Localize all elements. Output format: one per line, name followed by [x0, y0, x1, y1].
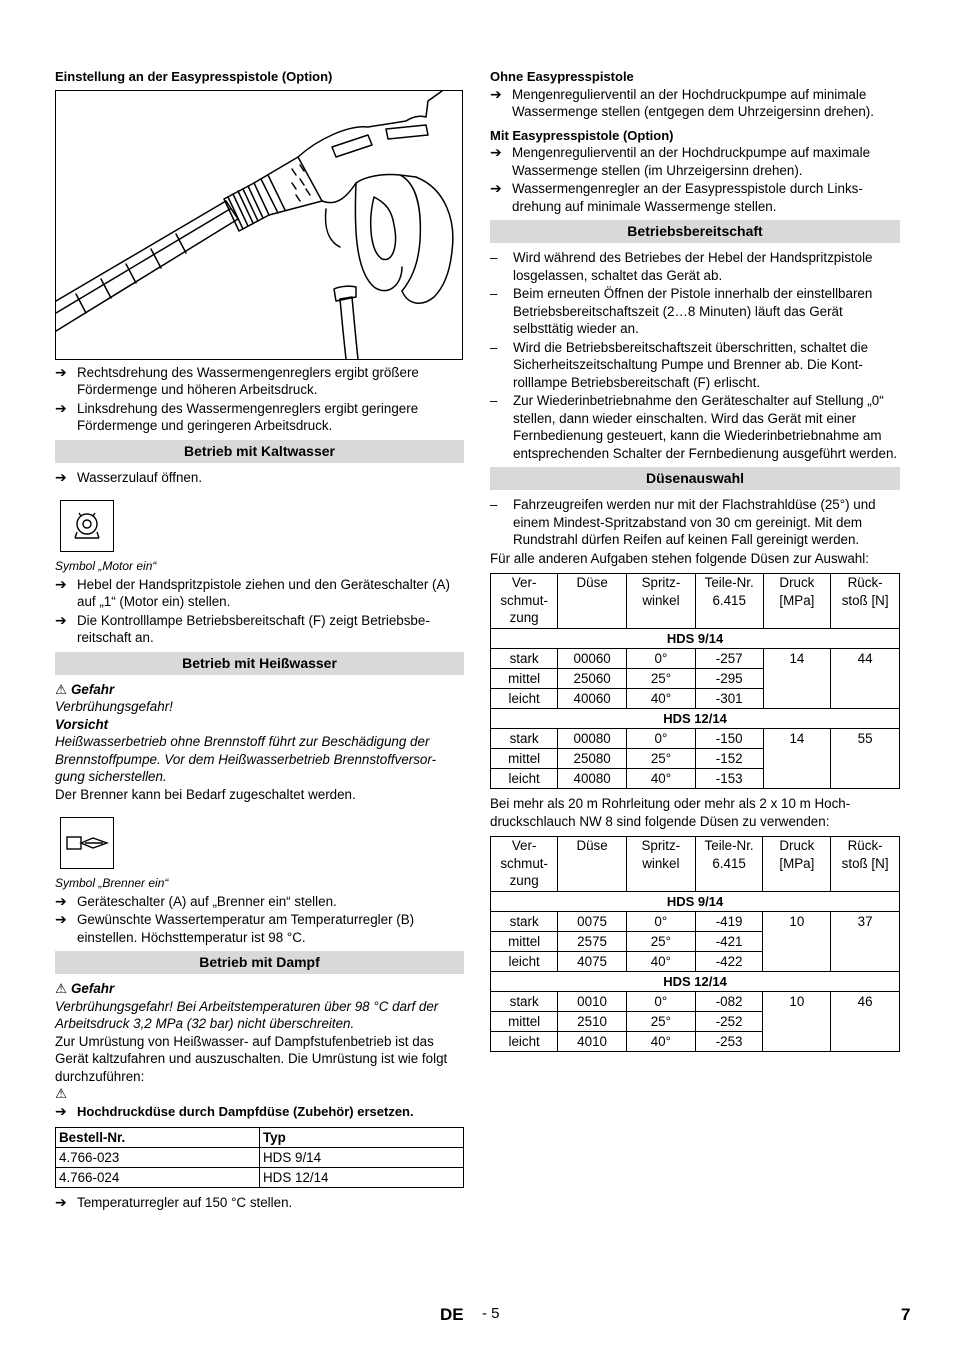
table-header: Bestell-Nr. — [56, 1127, 260, 1147]
table-cell: 25° — [627, 749, 696, 769]
table-cell: -301 — [695, 689, 763, 709]
table-header: Teile-Nr. 6.415 — [695, 837, 763, 892]
spray-gun-illustration — [56, 91, 462, 359]
arrow-icon: ➔ — [490, 144, 502, 160]
table-row — [56, 1167, 464, 1187]
table-cell: -422 — [695, 952, 763, 972]
table-cell: -421 — [695, 932, 763, 952]
footer-language: DE — [440, 1305, 464, 1324]
table-cell: 0° — [626, 992, 695, 1012]
table-cell: leicht — [491, 689, 558, 709]
with-easypress-title: Mit Easypresspistole (Option) — [490, 127, 674, 143]
table-cell: 40° — [626, 952, 695, 972]
table-cell: mittel — [491, 932, 558, 952]
arrow-icon: ➔ — [490, 180, 502, 196]
table-header-row — [491, 837, 900, 892]
table-header: Spritz- winkel — [627, 574, 696, 629]
without-easypress-title: Ohne Easypresspistole — [490, 69, 634, 84]
caution-label: Vorsicht — [55, 716, 109, 732]
burner-icon — [65, 826, 109, 860]
table-cell: mittel — [491, 669, 558, 689]
table-cell: 00080 — [558, 729, 627, 749]
warning-icon: ⚠ — [55, 981, 68, 996]
table-cell: 40° — [627, 769, 696, 789]
burner-on-symbol — [60, 817, 114, 869]
table-header: Typ — [260, 1127, 464, 1147]
page-number: 7 — [901, 1305, 911, 1324]
danger-label: ⚠ Gefahr — [55, 681, 115, 697]
table-cell: stark — [491, 649, 558, 669]
table-cell: -257 — [695, 649, 763, 669]
table-cell: leicht — [491, 952, 558, 972]
cold-item: ➔ Die Kontrolllampe Betriebsbereitschaft (F) zeigt Betriebsbe-reitschaft an. — [55, 611, 430, 645]
table-cell: 4075 — [558, 952, 627, 972]
table-cell: 4010 — [558, 1032, 627, 1052]
table-group-row — [491, 892, 900, 912]
table-cell: 40080 — [558, 769, 627, 789]
table-cell: 25080 — [558, 749, 627, 769]
table-cell: stark — [491, 912, 558, 932]
easypress-gun-figure — [55, 90, 463, 360]
table-cell: 0° — [627, 729, 696, 749]
arrow-icon: ➔ — [55, 1103, 67, 1119]
table-cell: 0075 — [558, 912, 627, 932]
table-cell: 2510 — [558, 1012, 627, 1032]
left-column — [55, 68, 464, 1212]
arrow-icon: ➔ — [55, 1193, 67, 1210]
table-cell: HDS 12/14 — [260, 1167, 464, 1187]
adjust-item: ➔ Linksdrehung des Wassermengenreglers ergibt geringere Fördermenge und geringeren Arbeitsdruck. — [55, 399, 419, 433]
arrow-icon: ➔ — [55, 399, 67, 416]
table-cell: 0° — [626, 912, 695, 932]
arrow-icon: ➔ — [55, 611, 67, 628]
cold-item: ➔ Hebel der Handspritzpistole ziehen und den Geräteschalter (A) auf „1“ (Motor ein) stellen. — [55, 575, 450, 609]
steam-nozzle-item: ➔ Hochdruckdüse durch Dampfdüse (Zubehör) ersetzen. — [55, 1103, 414, 1119]
table-header: Druck [MPa] — [763, 837, 831, 892]
table-header: Ver- schmut- zung — [491, 574, 558, 629]
nozzle-dash-item: – Fahrzeugreifen werden nur mit der Flachstrahldüse (25°) und einem Mindest-Spritzabstand von 30 cm gereinigt. Mit dem Rundstrahl dürfen Reifen auf keinen Fall gereinigt werden. — [490, 497, 876, 547]
table-row — [491, 912, 900, 932]
model-label: HDS 12/14 — [491, 709, 900, 729]
table-cell: leicht — [491, 769, 558, 789]
steam-note: Zur Umrüstung von Heißwasser- auf Dampfstufenbetrieb ist das Gerät kaltzufahren und auszuschalten. Die Umrüstung ist wie folgt durchzuführen: — [55, 1033, 448, 1084]
table-cell: -150 — [695, 729, 763, 749]
section-cold-water: Betrieb mit Kaltwasser — [55, 440, 464, 463]
section-steam: Betrieb mit Dampf — [55, 951, 464, 974]
table-row — [491, 992, 900, 1012]
table-group-row — [491, 972, 900, 992]
ready-item: – Wird die Betriebsbereitschaftszeit überschritten, schaltet die Sicherheitszeitschaltung Pumpe und Brenner ab. Die Kont-rolllampe Betriebsbereitschaft (F) erlischt. — [490, 339, 869, 390]
hot-item: ➔ Gewünschte Wassertemperatur am Temperaturregler (B) einstellen. Höchsttemperatur ist 98 °C. — [55, 911, 415, 945]
pressure-cell: 14 — [763, 649, 831, 709]
table-cell: stark — [491, 992, 558, 1012]
table-header-row — [491, 574, 900, 629]
table-header: Spritz- winkel — [626, 837, 695, 892]
table-cell: 0° — [627, 649, 696, 669]
table-header-row — [56, 1127, 464, 1147]
with-item: ➔ Mengenregulierventil an der Hochdruckpumpe auf maximale Wassermenge stellen (im Uhrzeigersinn drehen). — [490, 144, 871, 178]
hot-item: ➔ Geräteschalter (A) auf „Brenner ein“ stellen. — [55, 892, 337, 909]
steam-danger-text: Verbrühungsgefahr! Bei Arbeitstemperaturen über 98 °C darf der Arbeitsdruck 3,2 MPa (32 bar) nicht überschreiten. — [55, 998, 439, 1031]
steam-nozzle-table — [55, 1127, 464, 1188]
table-cell: 40° — [627, 689, 696, 709]
adjust-item: ➔ Rechtsdrehung des Wassermengenreglers ergibt größere Fördermenge und höheren Arbeitsdruck. — [55, 363, 419, 397]
with-item: ➔ Wassermengenregler an der Easypresspistole durch Links-drehung auf minimale Wassermenge stellen. — [490, 180, 863, 214]
nozzle-table-standard — [490, 573, 900, 789]
table-row — [491, 649, 900, 669]
arrow-icon: ➔ — [55, 892, 67, 909]
table-cell: mittel — [491, 1012, 558, 1032]
table-cell: leicht — [491, 1032, 558, 1052]
recoil-cell: 44 — [831, 649, 900, 709]
arrow-icon: ➔ — [55, 363, 67, 380]
burner-on-caption: Symbol „Brenner ein“ — [55, 876, 169, 890]
motor-on-caption: Symbol „Motor ein“ — [55, 559, 157, 573]
table-cell: -253 — [695, 1032, 763, 1052]
ready-item: – Zur Wiederinbetriebnahme den Geräteschalter auf Stellung „0“ stellen, dann wieder einschalten. Wird das Gerät mit einer Fernbedienung gesteuert, kann die Wiederinbetriebnahme am entsprechenden Schalter der Fernbedienung ausgeführt werden. — [490, 393, 898, 461]
table-cell: 2575 — [558, 932, 627, 952]
table-cell: stark — [491, 729, 558, 749]
table-cell: 4.766-024 — [56, 1167, 260, 1187]
table-group-row — [491, 709, 900, 729]
nozzle-intro-long-hose: Bei mehr als 20 m Rohrleitung oder mehr als 2 x 10 m Hoch-druckschlauch NW 8 sind folgende Düsen zu verwenden: — [490, 796, 851, 829]
burner-note: Der Brenner kann bei Bedarf zugeschaltet werden. — [55, 786, 356, 802]
table-header: Düse — [558, 574, 627, 629]
arrow-icon: ➔ — [55, 468, 67, 485]
easypress-setting-title: Einstellung an der Easypresspistole (Option) — [55, 69, 333, 84]
right-column — [490, 68, 900, 1052]
table-cell: -082 — [695, 992, 763, 1012]
ready-item: – Wird während des Betriebes der Hebel der Handspritzpistole losgelassen, schaltet das Gerät ab. — [490, 250, 873, 283]
motor-icon — [67, 506, 107, 546]
table-cell: 00060 — [558, 649, 627, 669]
cold-item: ➔ Wasserzulauf öffnen. — [55, 468, 203, 485]
model-label: HDS 9/14 — [491, 892, 900, 912]
arrow-icon: ➔ — [55, 911, 67, 927]
table-cell: 25° — [626, 932, 695, 952]
table-header: Ver- schmut- zung — [491, 837, 558, 892]
without-item: ➔ Mengenregulierventil an der Hochdruckpumpe auf minimale Wassermenge stellen (entgegen dem Uhrzeigersinn drehen). — [490, 85, 874, 119]
table-cell: -252 — [695, 1012, 763, 1032]
danger-text: Verbrühungsgefahr! — [55, 699, 173, 714]
danger-label: ⚠ Gefahr — [55, 981, 115, 996]
table-cell: 25060 — [558, 669, 627, 689]
table-cell: 4.766-023 — [56, 1147, 260, 1167]
table-row — [491, 729, 900, 749]
table-cell: -153 — [695, 769, 763, 789]
recoil-cell: 37 — [831, 912, 900, 972]
steam-item: ➔ Temperaturregler auf 150 °C stellen. — [55, 1193, 293, 1210]
footer-page-marker: - 5 — [482, 1305, 500, 1322]
recoil-cell: 55 — [831, 729, 900, 789]
warning-icon: ⚠ — [55, 1086, 68, 1101]
table-cell: 0010 — [558, 992, 627, 1012]
pressure-cell: 10 — [763, 992, 831, 1052]
nozzle-table-long-hose — [490, 836, 900, 1052]
section-ready: Betriebsbereitschaft — [490, 220, 900, 243]
table-cell: HDS 9/14 — [260, 1147, 464, 1167]
motor-on-symbol — [60, 500, 114, 552]
table-cell: -419 — [695, 912, 763, 932]
caution-text: Heißwasserbetrieb ohne Brennstoff führt zur Beschädigung der Brennstoffpumpe. Vor dem Heißwasserbetrieb Brennstoffversor-gung sicherstellen. — [55, 734, 437, 784]
pressure-cell: 10 — [763, 912, 831, 972]
arrow-icon: ➔ — [55, 575, 67, 592]
model-label: HDS 9/14 — [491, 629, 900, 649]
table-cell: 40° — [626, 1032, 695, 1052]
table-cell: mittel — [491, 749, 558, 769]
table-cell: 25° — [626, 1012, 695, 1032]
table-header: Rück- stoß [N] — [831, 837, 900, 892]
recoil-cell: 46 — [831, 992, 900, 1052]
section-nozzle-selection: Düsenauswahl — [490, 467, 900, 490]
table-cell: 40060 — [558, 689, 627, 709]
model-label: HDS 12/14 — [491, 972, 900, 992]
table-header: Teile-Nr. 6.415 — [695, 574, 763, 629]
table-cell: -295 — [695, 669, 763, 689]
nozzle-intro: Für alle anderen Aufgaben stehen folgende Düsen zur Auswahl: — [490, 550, 869, 566]
table-header: Rück- stoß [N] — [831, 574, 900, 629]
pressure-cell: 14 — [763, 729, 831, 789]
table-cell: 25° — [627, 669, 696, 689]
section-hot-water: Betrieb mit Heißwasser — [55, 652, 464, 675]
arrow-icon: ➔ — [490, 85, 502, 102]
warning-icon: ⚠ — [55, 681, 68, 697]
table-header: Druck [MPa] — [763, 574, 831, 629]
ready-item: – Beim erneuten Öffnen der Pistole innerhalb der einstellbaren Betriebsbereitschaftszeit (2…8 Minuten) läuft das Gerät selbsttätig wieder an. — [490, 286, 873, 336]
table-row — [56, 1147, 464, 1167]
table-cell: -152 — [695, 749, 763, 769]
table-group-row — [491, 629, 900, 649]
table-header: Düse — [558, 837, 627, 892]
